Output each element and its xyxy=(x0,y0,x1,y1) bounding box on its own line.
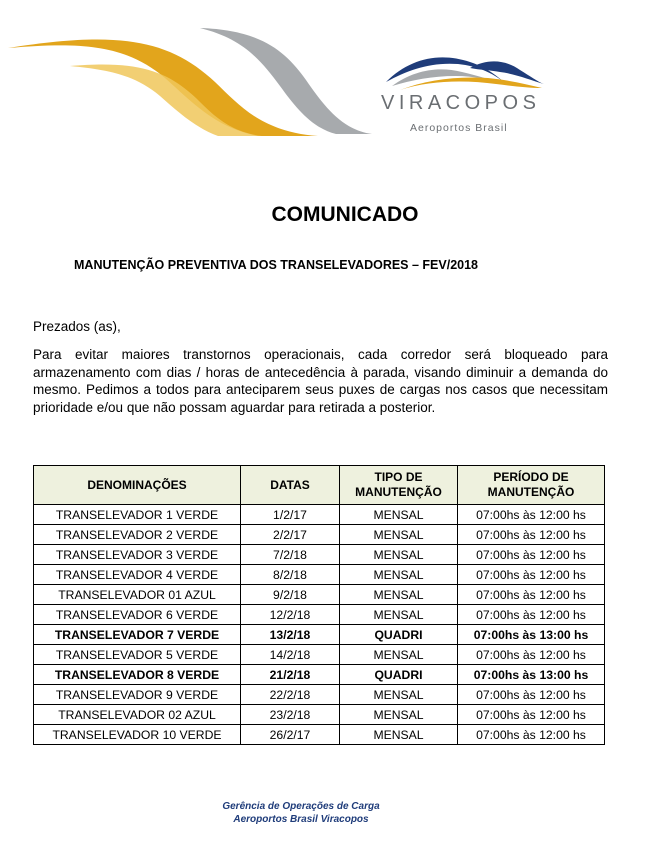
table-row xyxy=(34,565,605,585)
cell-name: TRANSELEVADOR 6 VERDE xyxy=(34,605,241,625)
cell-date: 14/2/18 xyxy=(241,645,340,665)
cell-name: TRANSELEVADOR 2 VERDE xyxy=(34,525,241,545)
cell-period: 07:00hs às 12:00 hs xyxy=(458,565,605,585)
cell-period: 07:00hs às 12:00 hs xyxy=(458,545,605,565)
footer-signature xyxy=(0,800,602,826)
cell-period: 07:00hs às 12:00 hs xyxy=(458,725,605,745)
table-row xyxy=(34,545,605,565)
table-row xyxy=(34,505,605,525)
cell-period: 07:00hs às 12:00 hs xyxy=(458,585,605,605)
header-banner xyxy=(0,0,648,140)
logo-tagline: Aeroportos Brasil xyxy=(410,122,508,134)
cell-name: TRANSELEVADOR 02 AZUL xyxy=(34,705,241,725)
table-row xyxy=(34,665,605,685)
cell-type: MENSAL xyxy=(340,505,458,525)
cell-type: MENSAL xyxy=(340,565,458,585)
header-tipo-manutencao: TIPO DE MANUTENÇÃO xyxy=(340,466,458,505)
cell-name: TRANSELEVADOR 9 VERDE xyxy=(34,685,241,705)
cell-date: 1/2/17 xyxy=(241,505,340,525)
cell-name: TRANSELEVADOR 8 VERDE xyxy=(34,665,241,685)
cell-period: 07:00hs às 12:00 hs xyxy=(458,525,605,545)
cell-period: 07:00hs às 12:00 hs xyxy=(458,685,605,705)
cell-type: MENSAL xyxy=(340,685,458,705)
cell-date: 7/2/18 xyxy=(241,545,340,565)
viracopos-logo-mark xyxy=(386,57,544,90)
header-periodo-manutencao: PERÍODO DE MANUTENÇÃO xyxy=(458,466,605,505)
cell-name: TRANSELEVADOR 01 AZUL xyxy=(34,585,241,605)
cell-period: 07:00hs às 12:00 hs xyxy=(458,605,605,625)
table-row xyxy=(34,585,605,605)
cell-date: 12/2/18 xyxy=(241,605,340,625)
cell-name: TRANSELEVADOR 1 VERDE xyxy=(34,505,241,525)
cell-type: MENSAL xyxy=(340,545,458,565)
header-datas: DATAS xyxy=(241,466,340,505)
cell-name: TRANSELEVADOR 5 VERDE xyxy=(34,645,241,665)
table-row xyxy=(34,525,605,545)
table-row xyxy=(34,645,605,665)
cell-type: QUADRI xyxy=(340,625,458,645)
cell-period: 07:00hs às 13:00 hs xyxy=(458,625,605,645)
page-subtitle: MANUTENÇÃO PREVENTIVA DOS TRANSELEVADORES – FEV/2018 xyxy=(74,258,479,272)
cell-type: MENSAL xyxy=(340,725,458,745)
cell-period: 07:00hs às 12:00 hs xyxy=(458,505,605,525)
cell-date: 22/2/18 xyxy=(241,685,340,705)
table-header-row xyxy=(34,466,605,505)
cell-date: 23/2/18 xyxy=(241,705,340,725)
table-row xyxy=(34,605,605,625)
body-paragraph: Para evitar maiores transtornos operacionais, cada corredor será bloqueado para armazenamento com dias / horas de antecedência à parada, visando diminuir a demanda do mesmo. Pedimos a todos para anteciparem seus puxes de cargas nos casos que necessitam prioridade e/ou que não possam aguardar para retirada a posterior. xyxy=(33,347,608,415)
header-denominacoes: DENOMINAÇÕES xyxy=(34,466,241,505)
table-row xyxy=(34,705,605,725)
footer-line-1: Gerência de Operações de Carga xyxy=(222,801,380,812)
cell-name: TRANSELEVADOR 10 VERDE xyxy=(34,725,241,745)
cell-type: MENSAL xyxy=(340,705,458,725)
table-row xyxy=(34,685,605,705)
cell-period: 07:00hs às 12:00 hs xyxy=(458,705,605,725)
cell-name: TRANSELEVADOR 3 VERDE xyxy=(34,545,241,565)
logo-wordmark: VIRACOPOS xyxy=(381,92,541,114)
cell-date: 26/2/17 xyxy=(241,725,340,745)
cell-date: 2/2/17 xyxy=(241,525,340,545)
cell-date: 9/2/18 xyxy=(241,585,340,605)
cell-period: 07:00hs às 13:00 hs xyxy=(458,665,605,685)
cell-type: MENSAL xyxy=(340,645,458,665)
cell-date: 13/2/18 xyxy=(241,625,340,645)
cell-type: QUADRI xyxy=(340,665,458,685)
table-row xyxy=(34,625,605,645)
cell-period: 07:00hs às 12:00 hs xyxy=(458,645,605,665)
table-row xyxy=(34,725,605,745)
cell-type: MENSAL xyxy=(340,605,458,625)
greeting-text: Prezados (as), xyxy=(33,319,121,334)
cell-type: MENSAL xyxy=(340,525,458,545)
footer-line-2: Aeroportos Brasil Viracopos xyxy=(233,814,369,825)
cell-type: MENSAL xyxy=(340,585,458,605)
cell-date: 21/2/18 xyxy=(241,665,340,685)
cell-name: TRANSELEVADOR 4 VERDE xyxy=(34,565,241,585)
cell-name: TRANSELEVADOR 7 VERDE xyxy=(34,625,241,645)
maintenance-schedule-table xyxy=(33,465,605,745)
page-title: COMUNICADO xyxy=(271,203,419,226)
cell-date: 8/2/18 xyxy=(241,565,340,585)
